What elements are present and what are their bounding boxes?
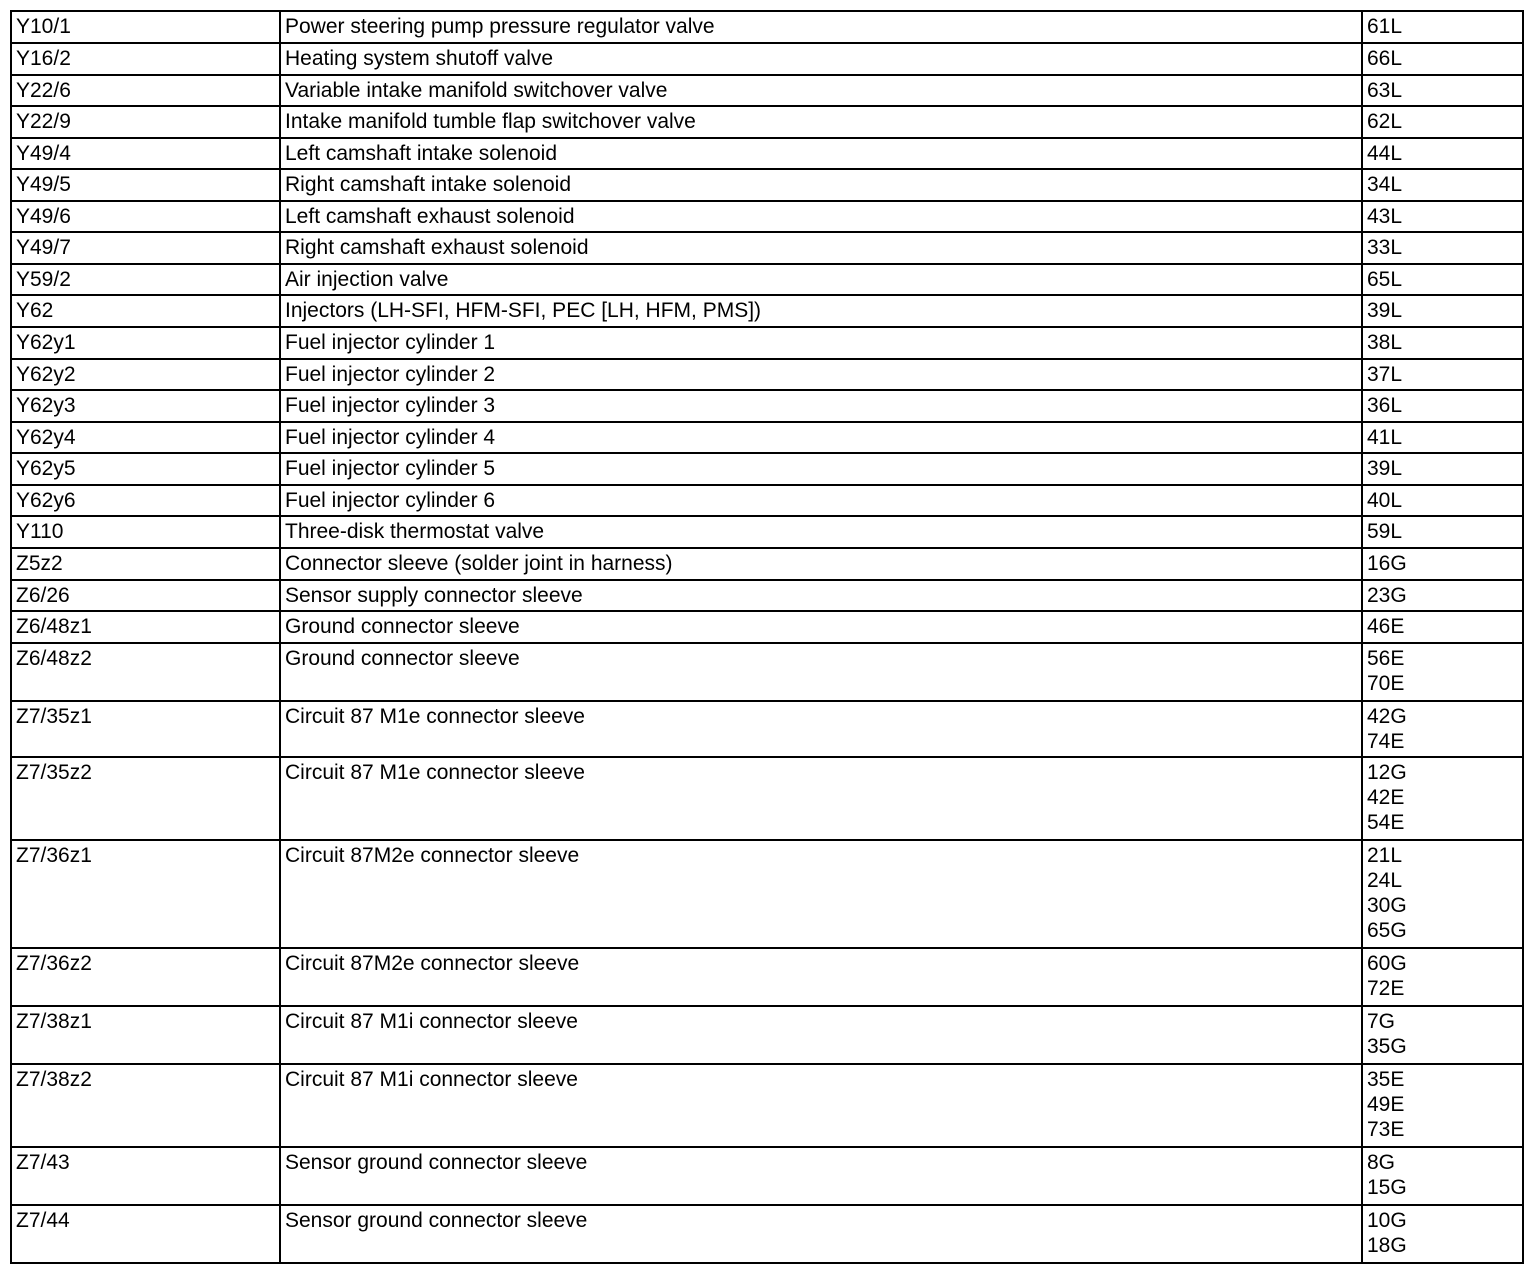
grid-location: 15G: [1367, 1176, 1407, 1199]
component-code-cell: Z7/36z2: [11, 948, 280, 1006]
table-row: [11, 516, 1523, 548]
table-row: [11, 11, 1523, 43]
grid-location: 42E: [1367, 786, 1405, 809]
table-row: [11, 390, 1523, 422]
grid-location-cell: [1362, 138, 1523, 169]
component-code-cell: Y62y1: [11, 327, 280, 359]
table-row: [11, 948, 1523, 1006]
table-row: [11, 1147, 1523, 1205]
grid-location: 54E: [1367, 811, 1405, 834]
grid-location-cell: [1362, 548, 1523, 580]
component-code-cell: Y59/2: [11, 264, 280, 295]
table-row: [11, 548, 1523, 580]
component-description-cell: Fuel injector cylinder 6: [280, 485, 1362, 516]
component-code-cell: Y62y3: [11, 390, 280, 422]
grid-location-cell: [1362, 327, 1523, 359]
component-code-cell: Z6/26: [11, 580, 280, 611]
grid-location-cell: [1362, 75, 1523, 106]
component-legend-table: [10, 10, 1524, 1264]
grid-location-cell: [1362, 201, 1523, 232]
grid-location: 34L: [1367, 173, 1403, 196]
grid-location-cell: [1362, 840, 1523, 948]
grid-location-cell: [1362, 757, 1523, 840]
component-description-cell: Ground connector sleeve: [280, 643, 1362, 701]
grid-location: 10G: [1367, 1209, 1407, 1232]
legend-table-body: [11, 11, 1523, 1263]
grid-location: 39L: [1367, 457, 1403, 480]
grid-location-cell: [1362, 295, 1523, 327]
grid-location: 56E: [1367, 647, 1405, 670]
grid-location: 8G: [1367, 1151, 1396, 1174]
table-row: [11, 327, 1523, 359]
component-code-cell: Y49/5: [11, 169, 280, 201]
grid-location-cell: [1362, 359, 1523, 390]
grid-location-cell: [1362, 232, 1523, 264]
component-description-cell: Right camshaft exhaust solenoid: [280, 232, 1362, 264]
table-row: [11, 611, 1523, 643]
grid-location: 40L: [1367, 489, 1403, 512]
component-code-cell: Y10/1: [11, 11, 280, 43]
component-description-cell: Air injection valve: [280, 264, 1362, 295]
grid-location: 74E: [1367, 730, 1405, 753]
component-description-cell: Three-disk thermostat valve: [280, 516, 1362, 548]
component-code-cell: Z7/38z1: [11, 1006, 280, 1064]
table-row: [11, 1006, 1523, 1064]
grid-location-cell: [1362, 1006, 1523, 1064]
table-row: [11, 1205, 1523, 1263]
grid-location-cell: [1362, 611, 1523, 643]
grid-location: 60G: [1367, 952, 1407, 975]
component-description-cell: Left camshaft exhaust solenoid: [280, 201, 1362, 232]
grid-location: 62L: [1367, 110, 1403, 133]
table-row: [11, 201, 1523, 232]
grid-location-cell: [1362, 169, 1523, 201]
component-description-cell: Right camshaft intake solenoid: [280, 169, 1362, 201]
table-row: [11, 485, 1523, 516]
component-code-cell: Z6/48z2: [11, 643, 280, 701]
grid-location: 12G: [1367, 761, 1407, 784]
component-description-cell: Fuel injector cylinder 4: [280, 422, 1362, 453]
component-description-cell: Intake manifold tumble flap switchover valve: [280, 106, 1362, 138]
grid-location-cell: [1362, 106, 1523, 138]
grid-location-cell: [1362, 643, 1523, 701]
grid-location: 38L: [1367, 331, 1403, 354]
table-row: [11, 580, 1523, 611]
grid-location: 65L: [1367, 268, 1403, 291]
table-row: [11, 453, 1523, 485]
component-code-cell: Y62: [11, 295, 280, 327]
grid-location-cell: [1362, 453, 1523, 485]
grid-location: 36L: [1367, 394, 1403, 417]
table-row: [11, 359, 1523, 390]
grid-location: 21L: [1367, 844, 1403, 867]
component-description-cell: Circuit 87M2e connector sleeve: [280, 948, 1362, 1006]
grid-location: 63L: [1367, 79, 1403, 102]
component-code-cell: Z5z2: [11, 548, 280, 580]
grid-location-cell: [1362, 1205, 1523, 1263]
component-code-cell: Y49/6: [11, 201, 280, 232]
table-row: [11, 106, 1523, 138]
grid-location: 16G: [1367, 552, 1407, 575]
grid-location: 59L: [1367, 520, 1403, 543]
grid-location: 24L: [1367, 869, 1403, 892]
grid-location-cell: [1362, 43, 1523, 75]
component-description-cell: Circuit 87 M1e connector sleeve: [280, 701, 1362, 757]
grid-location: 46E: [1367, 615, 1405, 638]
grid-location: 35G: [1367, 1035, 1407, 1058]
table-row: [11, 701, 1523, 757]
component-description-cell: Variable intake manifold switchover valve: [280, 75, 1362, 106]
component-code-cell: Y62y4: [11, 422, 280, 453]
grid-location: 49E: [1367, 1093, 1405, 1116]
component-description-cell: Sensor ground connector sleeve: [280, 1147, 1362, 1205]
component-description-cell: Left camshaft intake solenoid: [280, 138, 1362, 169]
grid-location: 18G: [1367, 1234, 1407, 1257]
component-description-cell: Circuit 87 M1e connector sleeve: [280, 757, 1362, 840]
grid-location: 44L: [1367, 142, 1403, 165]
component-description-cell: Heating system shutoff valve: [280, 43, 1362, 75]
table-row: [11, 295, 1523, 327]
table-row: [11, 643, 1523, 701]
table-row: [11, 757, 1523, 840]
grid-location: 61L: [1367, 15, 1403, 38]
component-description-cell: Ground connector sleeve: [280, 611, 1362, 643]
grid-location-cell: [1362, 422, 1523, 453]
component-description-cell: Fuel injector cylinder 1: [280, 327, 1362, 359]
table-row: [11, 232, 1523, 264]
component-description-cell: Fuel injector cylinder 2: [280, 359, 1362, 390]
component-code-cell: Y49/7: [11, 232, 280, 264]
grid-location-cell: [1362, 390, 1523, 422]
component-code-cell: Y62y2: [11, 359, 280, 390]
component-description-cell: Injectors (LH-SFI, HFM-SFI, PEC [LH, HFM, PMS]): [280, 295, 1362, 327]
grid-location: 33L: [1367, 236, 1403, 259]
component-description-cell: Power steering pump pressure regulator valve: [280, 11, 1362, 43]
grid-location: 72E: [1367, 977, 1405, 1000]
grid-location-cell: [1362, 701, 1523, 757]
component-description-cell: Circuit 87 M1i connector sleeve: [280, 1064, 1362, 1147]
component-description-cell: Sensor supply connector sleeve: [280, 580, 1362, 611]
component-code-cell: Z6/48z1: [11, 611, 280, 643]
component-code-cell: Y110: [11, 516, 280, 548]
grid-location: 70E: [1367, 672, 1405, 695]
component-code-cell: Z7/38z2: [11, 1064, 280, 1147]
grid-location-cell: [1362, 11, 1523, 43]
component-description-cell: Connector sleeve (solder joint in harness): [280, 548, 1362, 580]
grid-location: 41L: [1367, 426, 1403, 449]
grid-location-cell: [1362, 580, 1523, 611]
table-row: [11, 422, 1523, 453]
table-row: [11, 169, 1523, 201]
table-row: [11, 75, 1523, 106]
grid-location: 43L: [1367, 205, 1403, 228]
grid-location-cell: [1362, 264, 1523, 295]
component-code-cell: Y49/4: [11, 138, 280, 169]
grid-location: 7G: [1367, 1010, 1396, 1033]
grid-location: 39L: [1367, 299, 1403, 322]
grid-location: 30G: [1367, 894, 1407, 917]
grid-location: 35E: [1367, 1068, 1405, 1091]
component-code-cell: Z7/35z2: [11, 757, 280, 840]
component-code-cell: Z7/43: [11, 1147, 280, 1205]
component-description-cell: Fuel injector cylinder 3: [280, 390, 1362, 422]
grid-location-cell: [1362, 516, 1523, 548]
grid-location-cell: [1362, 485, 1523, 516]
component-code-cell: Y16/2: [11, 43, 280, 75]
component-code-cell: Z7/36z1: [11, 840, 280, 948]
table-row: [11, 840, 1523, 948]
table-row: [11, 1064, 1523, 1147]
table-row: [11, 43, 1523, 75]
grid-location-cell: [1362, 948, 1523, 1006]
grid-location: 37L: [1367, 363, 1403, 386]
component-description-cell: Fuel injector cylinder 5: [280, 453, 1362, 485]
grid-location-cell: [1362, 1064, 1523, 1147]
grid-location: 23G: [1367, 584, 1407, 607]
table-row: [11, 138, 1523, 169]
component-code-cell: Y22/9: [11, 106, 280, 138]
grid-location: 65G: [1367, 919, 1407, 942]
component-code-cell: Y62y6: [11, 485, 280, 516]
component-code-cell: Y22/6: [11, 75, 280, 106]
grid-location: 73E: [1367, 1118, 1405, 1141]
component-description-cell: Circuit 87 M1i connector sleeve: [280, 1006, 1362, 1064]
component-code-cell: Z7/44: [11, 1205, 280, 1263]
grid-location-cell: [1362, 1147, 1523, 1205]
component-description-cell: Sensor ground connector sleeve: [280, 1205, 1362, 1263]
component-code-cell: Z7/35z1: [11, 701, 280, 757]
grid-location: 66L: [1367, 47, 1403, 70]
component-description-cell: Circuit 87M2e connector sleeve: [280, 840, 1362, 948]
component-code-cell: Y62y5: [11, 453, 280, 485]
table-row: [11, 264, 1523, 295]
grid-location: 42G: [1367, 705, 1407, 728]
